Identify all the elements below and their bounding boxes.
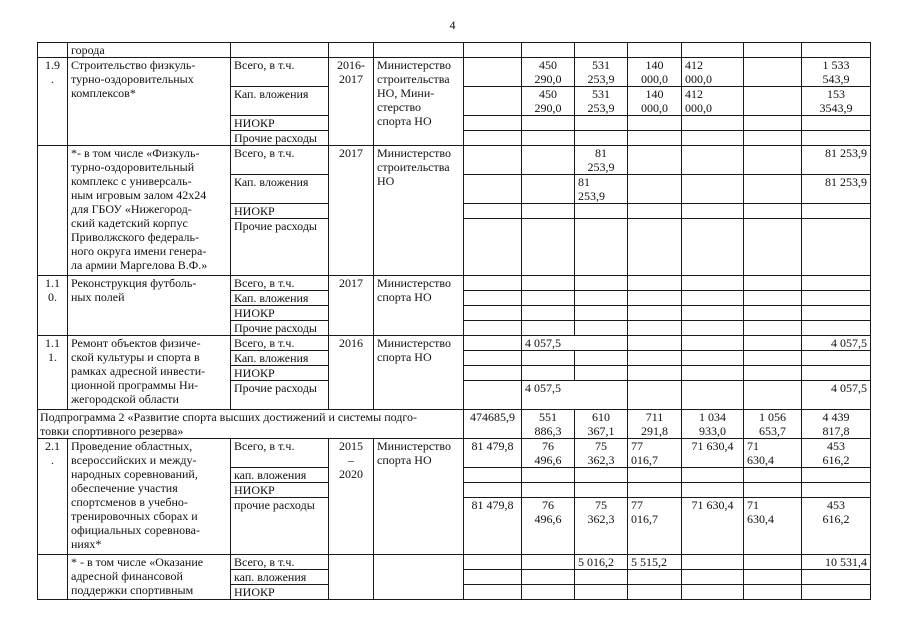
value-2018: 711 291,8 — [628, 410, 682, 439]
period: 2016- 2017 — [329, 58, 374, 146]
value-2016: 4 057,5 — [522, 336, 628, 351]
table-row — [38, 439, 871, 468]
table-row — [38, 146, 871, 175]
subprogram-row — [38, 410, 871, 439]
cost-type: Всего, в т.ч. — [231, 276, 329, 291]
value-2019: 1 034 933,0 — [682, 410, 744, 439]
value-2018: 77 016,7 — [628, 498, 682, 555]
value-2017: 81 253,9 — [575, 175, 628, 204]
row-number: 1.9 . — [38, 58, 68, 146]
row-number: 1.1 0. — [38, 276, 68, 336]
value-total: 4 057,5 — [802, 336, 871, 351]
executor: Министерство спорта НО — [374, 439, 464, 555]
value-total: 81 253,9 — [802, 146, 871, 175]
table-row — [38, 336, 871, 351]
table-row — [38, 555, 871, 570]
value-2017: 81 253,9 — [575, 146, 628, 175]
value-total: 4 057,5 — [802, 381, 871, 410]
value-2018: 5 515,2 — [628, 555, 682, 570]
value-2016: 551 886,3 — [522, 410, 575, 439]
executor: Министерство строительства НО — [374, 146, 464, 276]
value-2020: 71 630,4 — [744, 498, 802, 555]
value-2017: 610 367,1 — [575, 410, 628, 439]
value-2015: 474685,9 — [464, 410, 522, 439]
value-2019: 71 630,4 — [682, 498, 744, 555]
row-name: Строительство физкуль- турно-оздоровительных комплексов* — [68, 58, 231, 146]
value-2016: 76 496,6 — [522, 498, 575, 555]
cost-type: кап. вложения — [231, 570, 329, 585]
cost-type: Кап. вложения — [231, 351, 329, 366]
value-2020: 71 630,4 — [744, 439, 802, 468]
cost-type: Кап. вложения — [231, 175, 329, 204]
value-total: 153 3543,9 — [802, 87, 871, 116]
cost-type: Всего, в т.ч. — [231, 439, 329, 468]
value-2017: 5 016,2 — [575, 555, 628, 570]
value-2017: 531 253,9 — [575, 58, 628, 87]
table-row — [38, 58, 871, 87]
value-2017: 75 362,3 — [575, 439, 628, 468]
value-total: 10 531,4 — [802, 555, 871, 570]
page-number: 4 — [449, 18, 456, 32]
cost-type: Всего, в т.ч. — [231, 146, 329, 175]
value-2017: 531 253,9 — [575, 87, 628, 116]
value-2016: 4 057,5 — [522, 381, 628, 410]
value-2018: 140 000,0 — [628, 87, 682, 116]
row-name: Реконструкция футболь- ных полей — [68, 276, 231, 336]
value-2018: 140 000,0 — [628, 58, 682, 87]
executor: Министерство строительства НО, Мини- стерство спорта НО — [374, 58, 464, 146]
cost-type: НИОКР — [231, 306, 329, 321]
cost-type: Кап. вложения — [231, 291, 329, 306]
cost-type: прочие расходы — [231, 498, 329, 555]
period: 2016 — [329, 336, 374, 410]
cost-type: Всего, в т.ч. — [231, 58, 329, 87]
table-row — [38, 276, 871, 291]
cost-type: Всего, в т.ч. — [231, 336, 329, 351]
value-2016: 76 496,6 — [522, 439, 575, 468]
value-2019: 71 630,4 — [682, 439, 744, 468]
executor: Министерство спорта НО — [374, 336, 464, 410]
value-2017: 75 362,3 — [575, 498, 628, 555]
period: 2015 – 2020 — [329, 439, 374, 555]
value-2018: 77 016,7 — [628, 439, 682, 468]
value-total: 453 616,2 — [802, 498, 871, 555]
program-table — [37, 42, 871, 600]
cost-type: Прочие расходы — [231, 131, 329, 146]
value-total: 4 439 817,8 — [802, 410, 871, 439]
row-name: Проведение областных, всероссийских и между- народных соревнований, обеспечение участия спортсменов в учебно- тренировочных сборах и официальных соревнова- ниях* — [68, 439, 231, 555]
value-2015: 81 479,8 — [464, 498, 522, 555]
subprogram-title: Подпрограмма 2 «Развитие спорта высших достижений и системы подго- товки спортивного резерва» — [38, 410, 464, 439]
value-2019: 412 000,0 — [682, 58, 744, 87]
value-2020: 1 056 653,7 — [744, 410, 802, 439]
value-2016: 450 290,0 — [522, 87, 575, 116]
table-row — [38, 43, 871, 58]
cost-type: Кап. вложения — [231, 87, 329, 116]
cost-type: НИОКР — [231, 116, 329, 131]
cost-type: Прочие расходы — [231, 381, 329, 410]
period: 2017 — [329, 146, 374, 276]
value-total: 81 253,9 — [802, 175, 871, 204]
value-2015: 81 479,8 — [464, 439, 522, 468]
row-name: Ремонт объектов физиче- ской культуры и спорта в рамках адресной инвести- ционной программы Ни- жегородской области — [68, 336, 231, 410]
value-2019: 412 000,0 — [682, 87, 744, 116]
cost-type: НИОКР — [231, 366, 329, 381]
cost-type: Прочие расходы — [231, 321, 329, 336]
row-number: 2.1 . — [38, 439, 68, 555]
value-2016: 450 290,0 — [522, 58, 575, 87]
row-name: *- в том числе «Физкуль- турно-оздоровительный комплекс с универсаль- ным игровым залом 42x24 для ГБОУ «Нижегород- ский кадетский корпус Приволжского федераль- ного округа имени генера- ла армии Маргелова В.Ф.» — [68, 146, 231, 276]
cost-type: Всего, в т.ч. — [231, 555, 329, 570]
cost-type: НИОКР — [231, 585, 329, 600]
cost-type: Прочие расходы — [231, 219, 329, 276]
executor: Министерство спорта НО — [374, 276, 464, 336]
row-name: * - в том числе «Оказание адресной финансовой поддержки спортивным — [68, 555, 231, 600]
cost-type: НИОКР — [231, 204, 329, 219]
cost-type: кап. вложения — [231, 468, 329, 483]
cost-type: НИОКР — [231, 483, 329, 498]
row-name: города — [68, 43, 231, 58]
period: 2017 — [329, 276, 374, 336]
row-number: 1.1 1. — [38, 336, 68, 410]
value-total: 1 533 543,9 — [802, 58, 871, 87]
value-total: 453 616,2 — [802, 439, 871, 468]
